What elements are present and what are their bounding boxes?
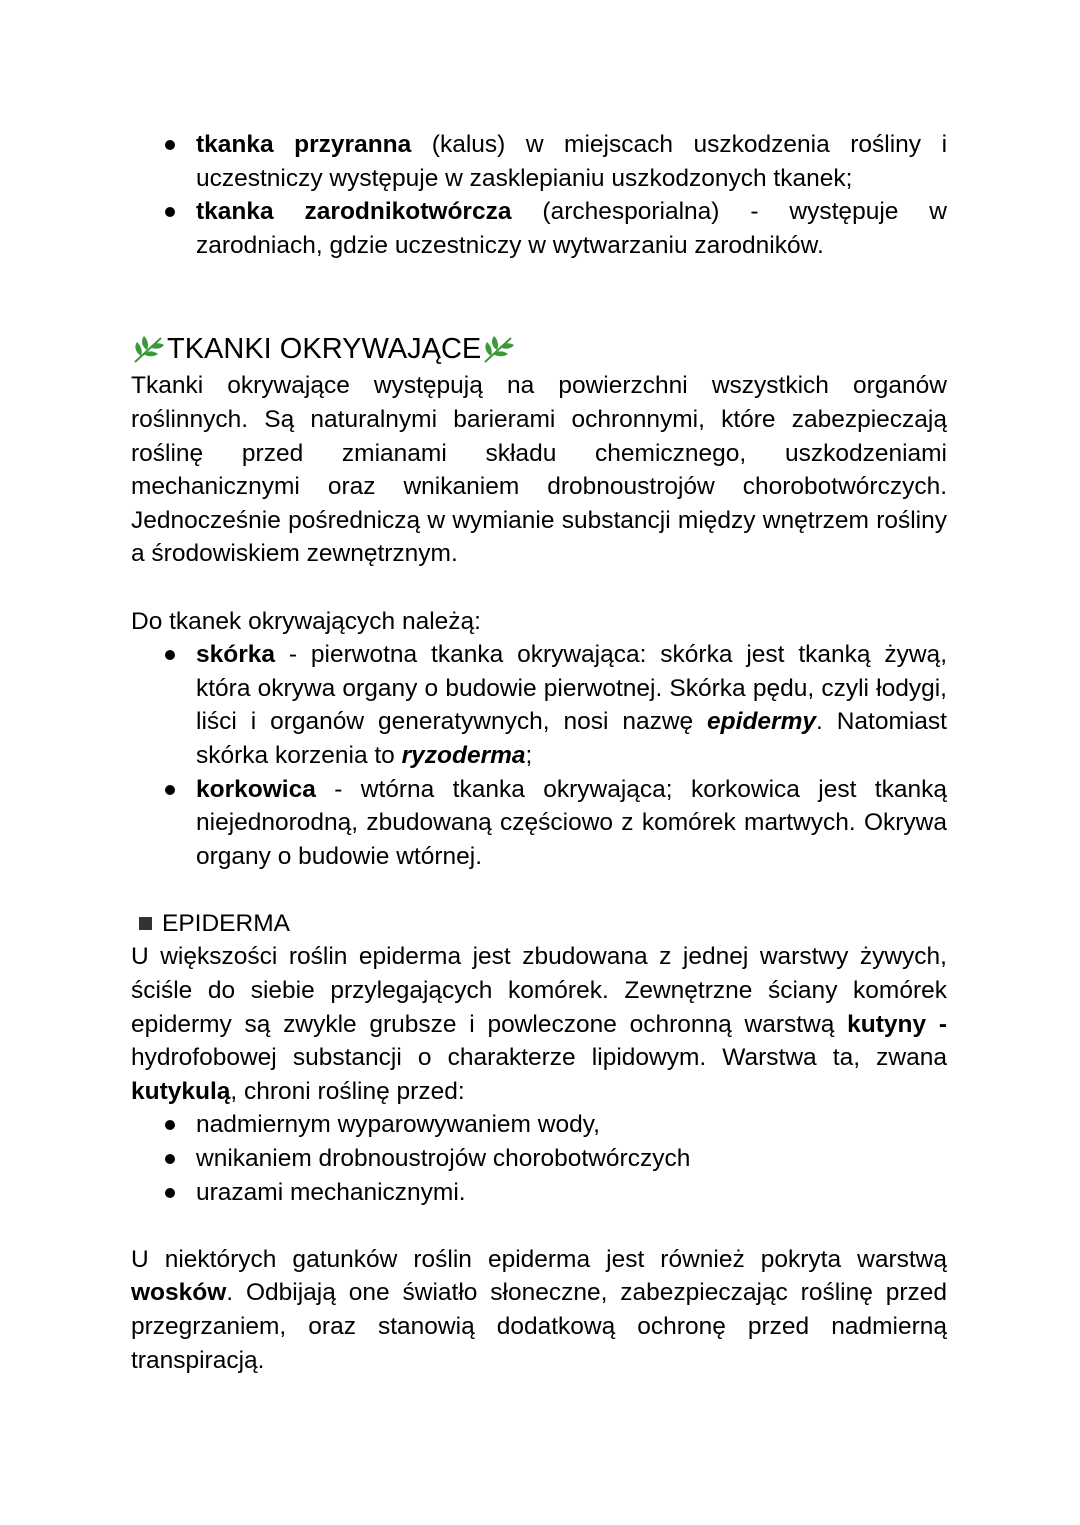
term-description: - wtórna tkanka okrywająca; korkowica jest tkanką niejednorodną, zbudowaną częściowo z komórek martwych. Okrywa organy o budowie wtórnej.: [196, 775, 947, 870]
term: ryzoderma: [401, 741, 526, 769]
document-content: [131, 128, 947, 1377]
term: tkanka zarodnikotwórcza: [196, 198, 512, 226]
bullet-icon: [165, 650, 175, 660]
term-description: (archesporialna) - występuje w zarodniach, gdzie uczestniczy w wytwarzaniu zarodników.: [196, 198, 947, 259]
list-item: [131, 195, 947, 262]
square-bullet-icon: [139, 917, 152, 930]
list-intro: Do tkanek okrywających należą:: [131, 607, 481, 635]
term-description: (kalus) w miejscach uszkodzenia rośliny i uczestniczy występuje w zasklepianiu uszkodzonych tkanek;: [196, 131, 948, 192]
herb-icon: [131, 334, 167, 364]
term: kutyny -: [847, 1010, 947, 1038]
term-description: - pierwotna tkanka okrywająca: skórka jest tkanką żywą, która okrywa organy o budowie pierwotnej. Skórka pędu, czyli łodygi, liści i organów generatywnych, nosi nazwę: [196, 641, 947, 736]
tissue-list: [131, 128, 947, 262]
bullet-icon: [165, 1154, 175, 1164]
list-item: nadmiernym wyparowywaniem wody,: [131, 1108, 947, 1142]
covering-tissue-list: [131, 638, 947, 873]
bullet-icon: [165, 207, 175, 217]
bullet-icon: [165, 785, 175, 795]
herb-icon: [481, 334, 517, 364]
intro-paragraph: Tkanki okrywające występują na powierzchni wszystkich organów roślinnych. Są naturalnymi barierami ochronnymi, które zabezpieczają roślinę przed zmianami składu chemicznego, uszkodzeniami mechanicznymi oraz wnikaniem drobnoustrojów chorobotwórczych. Jednocześnie pośredniczą w wymianie substancji między wnętrzem rośliny a środowiskiem zewnętrznym.: [131, 372, 947, 568]
list-item: [131, 638, 947, 772]
epiderma-paragraph: U większości roślin epiderma jest zbudowana z jednej warstwy żywych, ściśle do siebie przylegających komórek. Zewnętrzne ściany komórek epidermy są zwykle grubsze i powleczone ochronną warstwą kutyny - hydrofobowej substancji o charakterze lipidowym. Warstwa ta, zwana kutykulą, chroni roślinę przed:: [131, 943, 947, 1105]
protection-list: [131, 1108, 947, 1209]
list-item: wnikaniem drobnoustrojów chorobotwórczych: [131, 1142, 947, 1176]
wax-paragraph: U niektórych gatunków roślin epiderma jest również pokryta warstwą wosków. Odbijają one światło słoneczne, zabezpieczając roślinę przed przegrzaniem, oraz stanowią dodatkową ochronę przed nadmierną transpiracją.: [131, 1245, 947, 1374]
term: wosków: [131, 1279, 227, 1307]
section-title: TKANKI OKRYWAJĄCE: [167, 333, 482, 366]
list-item: urazami mechanicznymi.: [131, 1176, 947, 1210]
term-description: . Natomiast skórka korzenia to: [196, 708, 947, 769]
list-item: [131, 773, 947, 874]
term: tkanka przyranna: [196, 131, 412, 158]
bullet-icon: [165, 140, 175, 150]
list-item: [131, 128, 947, 195]
term: skórka: [196, 641, 276, 669]
section-heading: [131, 329, 947, 369]
bullet-icon: [165, 1120, 175, 1130]
subsection-heading: [131, 907, 947, 941]
bullet-icon: [165, 1188, 175, 1198]
term-description: ;: [525, 741, 533, 769]
term: epidermy: [707, 708, 816, 736]
term: kutykulą: [131, 1077, 231, 1105]
subsection-title: EPIDERMA: [162, 909, 290, 937]
term: korkowica: [196, 775, 316, 803]
